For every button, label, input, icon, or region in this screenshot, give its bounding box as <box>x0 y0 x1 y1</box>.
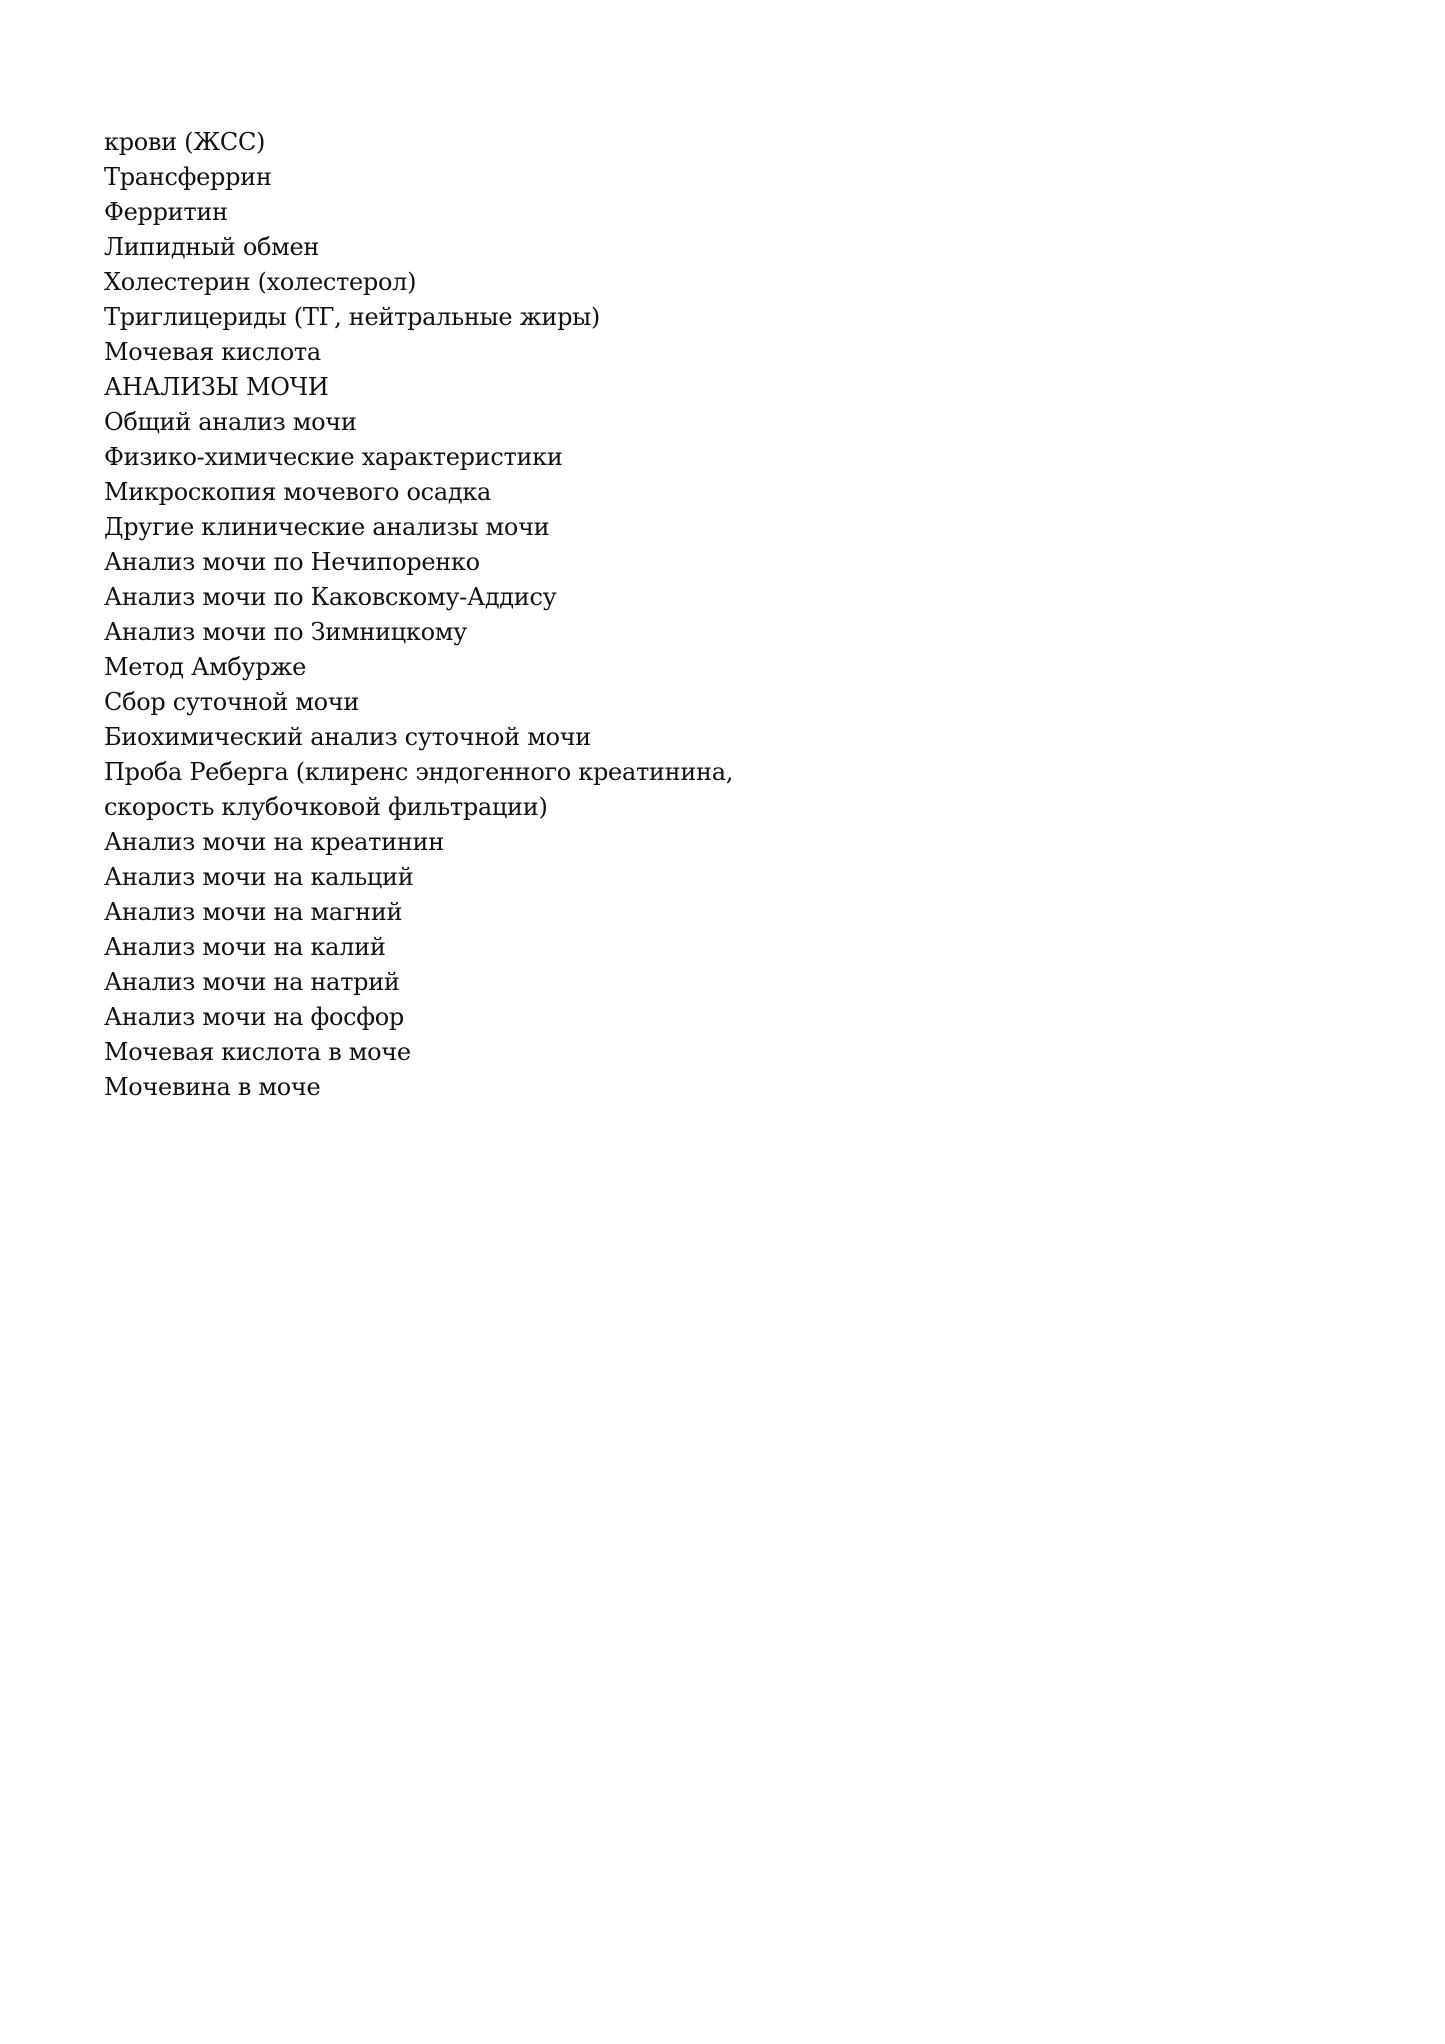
text-line: Метод Амбурже <box>104 653 307 681</box>
text-line: Физико-химические характеристики <box>104 443 563 471</box>
text-line: Проба Реберга (клиренс эндогенного креатинина, <box>104 758 734 786</box>
text-line: Анализ мочи на натрий <box>104 968 400 996</box>
text-line: Анализ мочи по Нечипоренко <box>104 548 480 576</box>
text-line: Биохимический анализ суточной мочи <box>104 723 591 751</box>
text-line: крови (ЖСС) <box>104 128 266 156</box>
text-line: Триглицериды (ТГ, нейтральные жиры) <box>104 303 600 331</box>
text-line: Анализ мочи на фосфор <box>104 1003 404 1031</box>
text-line: Холестерин (холестерол) <box>104 268 417 296</box>
text-line: Сбор суточной мочи <box>104 688 360 716</box>
text-line: Липидный обмен <box>104 233 320 261</box>
text-line: Анализ мочи по Каковскому-Аддису <box>104 583 557 611</box>
text-line: Общий анализ мочи <box>104 408 357 436</box>
text-line: Анализ мочи на калий <box>104 933 386 961</box>
text-line: Трансферрин <box>104 163 272 191</box>
text-line: Анализ мочи на кальций <box>104 863 414 891</box>
section-heading: АНАЛИЗЫ МОЧИ <box>104 373 329 401</box>
text-line: Анализ мочи на креатинин <box>104 828 444 856</box>
text-line: Мочевая кислота <box>104 338 321 366</box>
text-line: Мочевая кислота в моче <box>104 1038 411 1066</box>
text-line: скорость клубочковой фильтрации) <box>104 793 548 821</box>
text-line: Анализ мочи по Зимницкому <box>104 618 467 646</box>
text-line: Ферритин <box>104 198 228 226</box>
text-line: Анализ мочи на магний <box>104 898 403 926</box>
text-line: Мочевина в моче <box>104 1073 321 1101</box>
text-line: Микроскопия мочевого осадка <box>104 478 492 506</box>
text-line: Другие клинические анализы мочи <box>104 513 550 541</box>
document-body <box>104 125 733 1105</box>
